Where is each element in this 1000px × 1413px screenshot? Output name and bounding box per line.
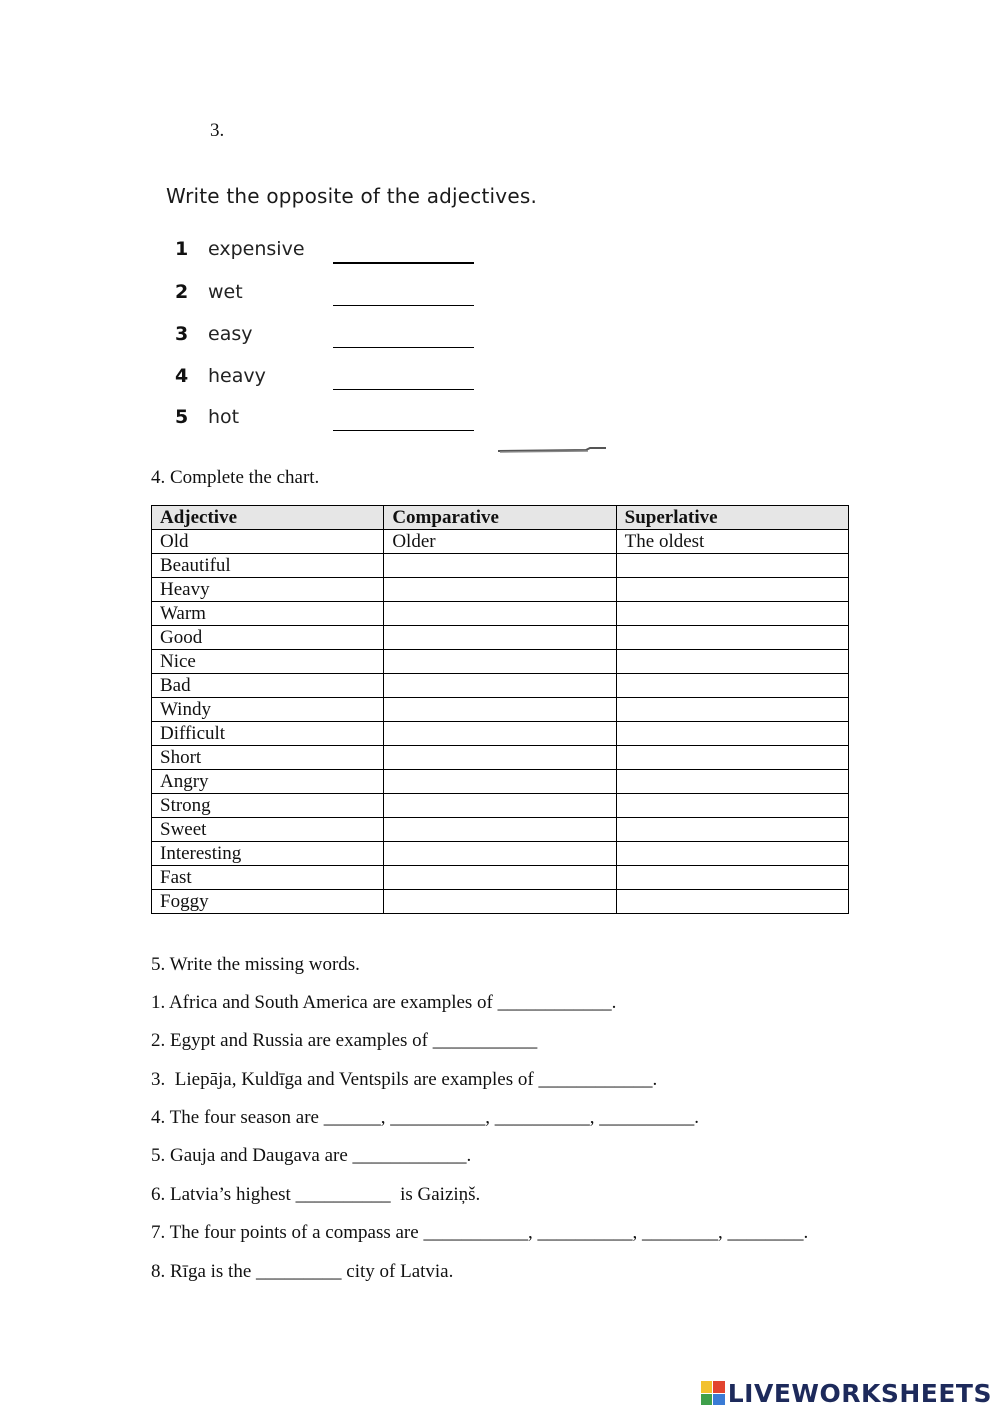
exercise-3-number: 3. [210,120,225,141]
exercise-5-title: 5. Write the missing words. [151,954,360,975]
superlative-cell: The oldest [616,530,848,554]
opposite-item-word: easy [208,323,253,345]
opposite-item-word: heavy [208,365,266,387]
opposite-item-1 [175,238,495,266]
superlative-cell[interactable] [616,842,848,866]
answer-blank[interactable] [333,347,474,348]
chart-row [152,866,849,890]
superlative-cell[interactable] [616,578,848,602]
superlative-cell[interactable] [616,890,848,914]
scan-artifact-line [498,447,606,453]
adjective-cell: Interesting [152,842,384,866]
adjective-cell: Old [152,530,384,554]
liveworksheets-logo[interactable] [701,1376,992,1410]
adjective-cell: Difficult [152,722,384,746]
comparative-cell[interactable] [384,890,616,914]
chart-row [152,818,849,842]
chart-row [152,698,849,722]
superlative-cell[interactable] [616,626,848,650]
question-2: 2. Egypt and Russia are examples of ___________ [151,1030,538,1051]
superlative-cell[interactable] [616,554,848,578]
opposite-item-number: 5 [175,406,189,428]
adjective-cell: Angry [152,770,384,794]
adjective-cell: Strong [152,794,384,818]
chart-body [152,530,849,914]
opposite-item-3 [175,323,495,351]
chart-row [152,650,849,674]
adjective-cell: Warm [152,602,384,626]
superlative-cell[interactable] [616,722,848,746]
adjective-cell: Windy [152,698,384,722]
adjective-cell: Heavy [152,578,384,602]
adjective-cell: Sweet [152,818,384,842]
chart-row [152,674,849,698]
answer-blank[interactable] [333,389,474,390]
question-6: 6. Latvia’s highest __________ is Gaiziņš. [151,1184,481,1205]
logo-square-2 [713,1381,725,1393]
opposite-item-4 [175,365,495,393]
superlative-cell[interactable] [616,674,848,698]
superlative-cell[interactable] [616,746,848,770]
comparative-cell[interactable] [384,626,616,650]
opposite-item-number: 4 [175,365,189,387]
comparative-cell[interactable] [384,554,616,578]
opposite-item-number: 3 [175,323,189,345]
opposite-item-5 [175,406,495,434]
logo-square-4 [713,1394,725,1406]
comparative-cell[interactable] [384,770,616,794]
adjective-cell: Short [152,746,384,770]
logo-text: LIVEWORKSHEETS [727,1378,992,1408]
comparative-cell[interactable] [384,722,616,746]
chart-row [152,626,849,650]
question-1: 1. Africa and South America are examples of ____________. [151,992,617,1013]
superlative-cell[interactable] [616,650,848,674]
chart-header-row [152,506,849,530]
adjective-cell: Fast [152,866,384,890]
comparative-cell[interactable] [384,650,616,674]
opposite-item-number: 1 [175,238,189,260]
comparative-cell: Older [384,530,616,554]
liveworksheets-logo-icon [701,1381,725,1405]
comparative-cell[interactable] [384,578,616,602]
adjective-cell: Foggy [152,890,384,914]
opposite-item-word: expensive [208,238,305,260]
chart-row [152,722,849,746]
chart-row [152,794,849,818]
superlative-cell[interactable] [616,794,848,818]
opposite-item-word: hot [208,406,240,428]
question-7: 7. The four points of a compass are ___________, __________, ________, ________. [151,1222,809,1243]
comparative-cell[interactable] [384,698,616,722]
chart-row [152,530,849,554]
chart-row [152,554,849,578]
comparative-cell[interactable] [384,866,616,890]
question-5: 5. Gauja and Daugava are ____________. [151,1145,472,1166]
header-comparative: Comparative [384,506,616,530]
opposite-item-number: 2 [175,281,189,303]
header-superlative: Superlative [616,506,848,530]
superlative-cell[interactable] [616,602,848,626]
opposite-item-word: wet [208,281,243,303]
comparative-cell[interactable] [384,842,616,866]
superlative-cell[interactable] [616,698,848,722]
answer-blank[interactable] [333,305,474,306]
exercise-4-title: 4. Complete the chart. [151,467,320,488]
superlative-cell[interactable] [616,818,848,842]
header-adjective: Adjective [152,506,384,530]
answer-blank[interactable] [333,430,474,431]
comparative-cell[interactable] [384,794,616,818]
logo-square-1 [701,1381,713,1393]
chart-row [152,578,849,602]
question-8: 8. Rīga is the _________ city of Latvia. [151,1261,454,1282]
answer-blank[interactable] [333,262,474,264]
question-3: 3. Liepāja, Kuldīga and Ventspils are examples of ____________. [151,1069,658,1090]
adjective-cell: Nice [152,650,384,674]
superlative-cell[interactable] [616,770,848,794]
comparison-chart [151,505,849,914]
adjective-cell: Good [152,626,384,650]
chart-row [152,770,849,794]
logo-square-3 [701,1394,713,1406]
opposite-item-2 [175,281,495,309]
exercise-3-instruction: Write the opposite of the adjectives. [166,184,538,208]
chart-row [152,746,849,770]
superlative-cell[interactable] [616,866,848,890]
comparative-cell[interactable] [384,818,616,842]
comparative-cell[interactable] [384,674,616,698]
comparative-cell[interactable] [384,602,616,626]
chart-row [152,890,849,914]
adjective-cell: Bad [152,674,384,698]
chart-row [152,602,849,626]
comparative-cell[interactable] [384,746,616,770]
adjective-cell: Beautiful [152,554,384,578]
chart-row [152,842,849,866]
question-4: 4. The four season are ______, __________, __________, __________. [151,1107,699,1128]
